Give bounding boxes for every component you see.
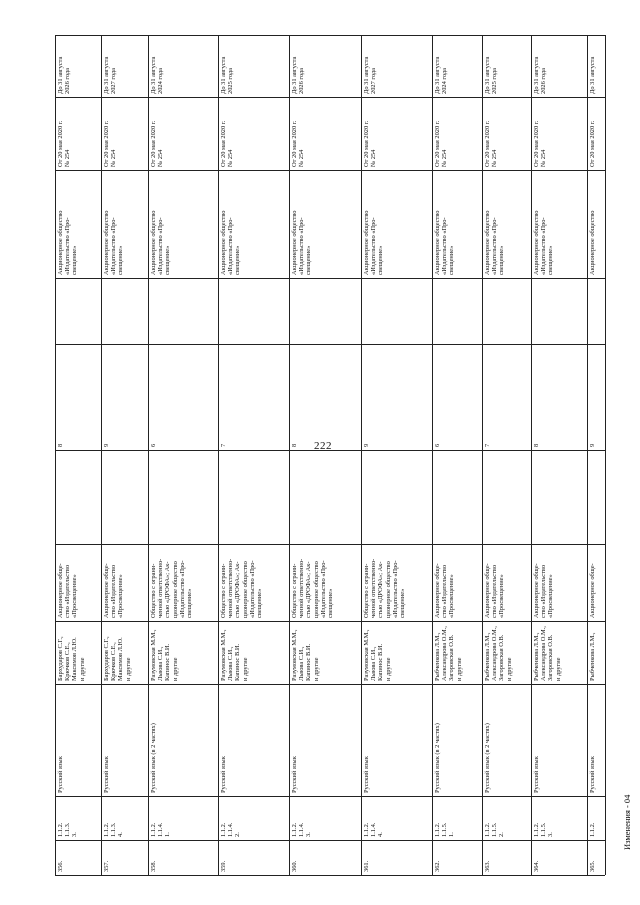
table-row-border <box>605 35 606 875</box>
table-cell-authors: Рыбченкова Л.М., Александрова О.М., Загоровская О.В. и другие <box>434 626 463 681</box>
table-cell-order: От 20 мая 2020 г. № 254 <box>484 120 499 167</box>
table-cell-extra <box>432 450 482 544</box>
table-cell-term: До 31 августа 2026 года <box>533 56 548 94</box>
table-cell-grade: 8 <box>291 443 298 447</box>
table-cell-org: Акционерное общество «Издательство «Про- свещение» <box>533 210 555 275</box>
table-cell-org: Акционерное общество «Издательство «Про- свещение» <box>57 210 79 275</box>
table-cell-authors: Бархударов С.Г., Крючков С.Е., Максимов Л.Ю. и другие <box>57 636 86 681</box>
table-cell-order: От 20 мая 2020 г. № 254 <box>103 120 118 167</box>
table-cell-org: Акционерное общество «Издательство «Про- свещение» <box>220 210 242 275</box>
table-cell-extra <box>289 450 361 544</box>
table-cell-term: До 31 августа 2025 года <box>484 56 499 94</box>
table-cell-subject: Русский язык (в 2 частях) <box>150 723 157 793</box>
table-cell-subject: Русский язык <box>57 756 64 793</box>
table-cell-empty <box>289 278 361 344</box>
table-cell-grade: 8 <box>57 443 64 447</box>
table-cell-num: 365. <box>589 860 596 872</box>
table-cell-grade: 9 <box>589 443 596 447</box>
table-cell-grade: 7 <box>220 443 227 447</box>
table-cell-grade: 6 <box>434 443 441 447</box>
table-cell-order: От 20 мая 2020 г. № 254 <box>363 120 378 167</box>
table-cell-authors: Рыбченкова Л.М., <box>589 632 596 681</box>
table-cell-grade: 9 <box>103 443 110 447</box>
table-cell-order: От 20 мая 2020 г. № 254 <box>150 120 165 167</box>
table-cell-org: Акционерное общество «Издательство «Про- свещение» <box>150 210 172 275</box>
table-cell-subject: Русский язык <box>533 756 540 793</box>
table-cell-term: До 31 августа 2025 года <box>220 56 235 94</box>
table-cell-publisher: Общество с ограни- ченной ответственно- стью «ДРОФА»; Ак- ционерное общество «Издательство «Про- свещение» <box>220 558 264 618</box>
table-cell-num: 362. <box>434 860 441 872</box>
table-cell-subject: Русский язык <box>291 756 298 793</box>
table-cell-extra <box>531 450 587 544</box>
table-cell-order: От 20 мая 2020 г. № 254 <box>291 120 306 167</box>
table-cell-empty <box>482 278 531 344</box>
table-cell-authors: Разумовская М.М., Львова С.И., Капинос В.И. и другие <box>220 629 249 681</box>
table-cell-code: 1.1.2. 1.1.5. 2. <box>484 822 506 837</box>
table-cell-authors: Разумовская М.М., Львова С.И., Капинос В.И. и другие <box>363 629 392 681</box>
table-cell-num: 356. <box>57 860 64 872</box>
table-cell-code: 1.1.2. 1.1.4. 2. <box>220 822 242 837</box>
table-cell-code: 1.1.2. 1.1.4. 1. <box>150 822 172 837</box>
table-cell-order: От 20 мая 2020 г. № 254 <box>434 120 449 167</box>
table-cell-extra <box>55 450 101 544</box>
table-cell-code: 1.1.2. 1.1.3. 3. <box>57 822 79 837</box>
table-cell-grade: 8 <box>533 443 540 447</box>
table-cell-empty <box>531 278 587 344</box>
table-cell-publisher: Акционерное обще- ство «Издательство «Просвещение» <box>103 563 125 618</box>
table-cell-num: 364. <box>533 860 540 872</box>
table-cell-term: До 31 августа 2027 года <box>363 56 378 94</box>
table-cell-publisher: Акционерное обще- ство «Издательство «Просвещение» <box>57 563 79 618</box>
table-cell-publisher: Общество с ограни- ченной ответственно- стью «ДРОФА»; Ак- ционерное общество «Издательство «Про- свещение» <box>363 558 407 618</box>
table-cell-code: 1.1.2. <box>589 822 596 837</box>
table-cell-code: 1.1.2. 1.1.5. 1. <box>434 822 456 837</box>
table-cell-order: От 20 мая 2020 г. № 254 <box>57 120 72 167</box>
table-cell-publisher: Акционерное обще- ство «Издательство «Просвещение» <box>533 563 555 618</box>
table-cell-extra <box>482 450 531 544</box>
table-cell-order: От 20 мая 2020 г. <box>589 120 596 167</box>
table-cell-num: 357. <box>103 860 110 872</box>
table-cell-grade: 9 <box>363 443 370 447</box>
table-cell-authors: Разумовская М.М., Львова С.И., Капинос В.И. и другие <box>150 629 179 681</box>
table-cell-num: 360. <box>291 860 298 872</box>
table-cell-num: 359. <box>220 860 227 872</box>
table-cell-authors: Разумовская М.М., Львова С.И., Капинос В.И. и другие <box>291 629 320 681</box>
table-cell-org: Акционерное общество «Издательство «Про- свещение» <box>291 210 313 275</box>
table-cell-term: До 31 августа 2026 года <box>57 56 72 94</box>
table-cell-code: 1.1.2. 1.1.5. 3. <box>533 822 555 837</box>
table-cell-subject: Русский язык <box>589 756 596 793</box>
table-cell-subject: Русский язык <box>103 756 110 793</box>
table-cell-authors: Бархударов С.Г., Крючков С.Е., Максимов Л.Ю. и другие <box>103 636 132 681</box>
table-cell-subject: Русский язык <box>363 756 370 793</box>
table-column-border <box>55 875 605 876</box>
table-cell-num: 361. <box>363 860 370 872</box>
table-cell-org: Акционерное общество «Издательство «Про- свещение» <box>103 210 125 275</box>
table-cell-grade: 7 <box>484 443 491 447</box>
table-cell-publisher: Акционерное обще- ство «Издательство «Просвещение» <box>484 563 506 618</box>
table-cell-num: 358. <box>150 860 157 872</box>
table-cell-term: До 31 августа 2024 года <box>150 56 165 94</box>
table-cell-org: Акционерное общество <box>589 210 596 275</box>
table-cell-extra <box>218 450 289 544</box>
table-cell-publisher: Общество с ограни- ченной ответственно- стью «ДРОФА»; Ак- ционерное общество «Издательство «Про- свещение» <box>291 558 335 618</box>
table-cell-code: 1.1.2. 1.1.4. 3. <box>291 822 313 837</box>
table-cell-authors: Рыбченкова Л.М., Александрова О.М., Загоровская О.В. и другие <box>533 626 562 681</box>
table-cell-org: Акционерное общество «Издательство «Про- свещение» <box>484 210 506 275</box>
table-cell-authors: Рыбченкова Л.М., Александрова О.М., Загоровская О.В. и другие <box>484 626 513 681</box>
table-cell-empty <box>361 278 432 344</box>
table-cell-extra <box>361 450 432 544</box>
table-cell-subject: Русский язык (в 2 частях) <box>434 723 441 793</box>
table-cell-term: До 31 августа <box>589 56 596 94</box>
table-cell-org: Акционерное общество «Издательство «Про- свещение» <box>434 210 456 275</box>
table-cell-publisher: Акционерное обще- <box>589 563 596 618</box>
table-cell-order: От 20 мая 2020 г. № 254 <box>220 120 235 167</box>
table-cell-term: До 31 августа 2027 года <box>103 56 118 94</box>
table-cell-extra <box>148 450 218 544</box>
table-cell-term: До 31 августа 2024 года <box>434 56 449 94</box>
table-cell-term: До 31 августа 2026 года <box>291 56 306 94</box>
table-cell-extra <box>101 450 148 544</box>
table-cell-code: 1.1.2. 1.1.4. 4. <box>363 822 385 837</box>
table-cell-empty <box>55 278 101 344</box>
footer-note: Изменения - 04 <box>622 794 632 850</box>
table-cell-empty <box>101 278 148 344</box>
table-cell-order: От 20 мая 2020 г. № 254 <box>533 120 548 167</box>
table-cell-extra <box>587 450 605 544</box>
table-cell-grade: 6 <box>150 443 157 447</box>
table-cell-publisher: Общество с ограни- ченной ответственно- стью «ДРОФА»; Ак- ционерное общество «Издательство «Про- свещение» <box>150 558 194 618</box>
table-cell-code: 1.1.2. 1.1.3. 4. <box>103 822 125 837</box>
page-number: 222 <box>314 440 332 452</box>
table-cell-empty <box>218 278 289 344</box>
table-cell-org: Акционерное общество «Издательство «Про- свещение» <box>363 210 385 275</box>
table-cell-num: 363. <box>484 860 491 872</box>
table-cell-empty <box>587 278 605 344</box>
table-cell-empty <box>432 278 482 344</box>
table-cell-subject: Русский язык <box>220 756 227 793</box>
table-cell-publisher: Акционерное обще- ство «Издательство «Просвещение» <box>434 563 456 618</box>
table-cell-subject: Русский язык (в 2 частях) <box>484 723 491 793</box>
table-cell-empty <box>148 278 218 344</box>
